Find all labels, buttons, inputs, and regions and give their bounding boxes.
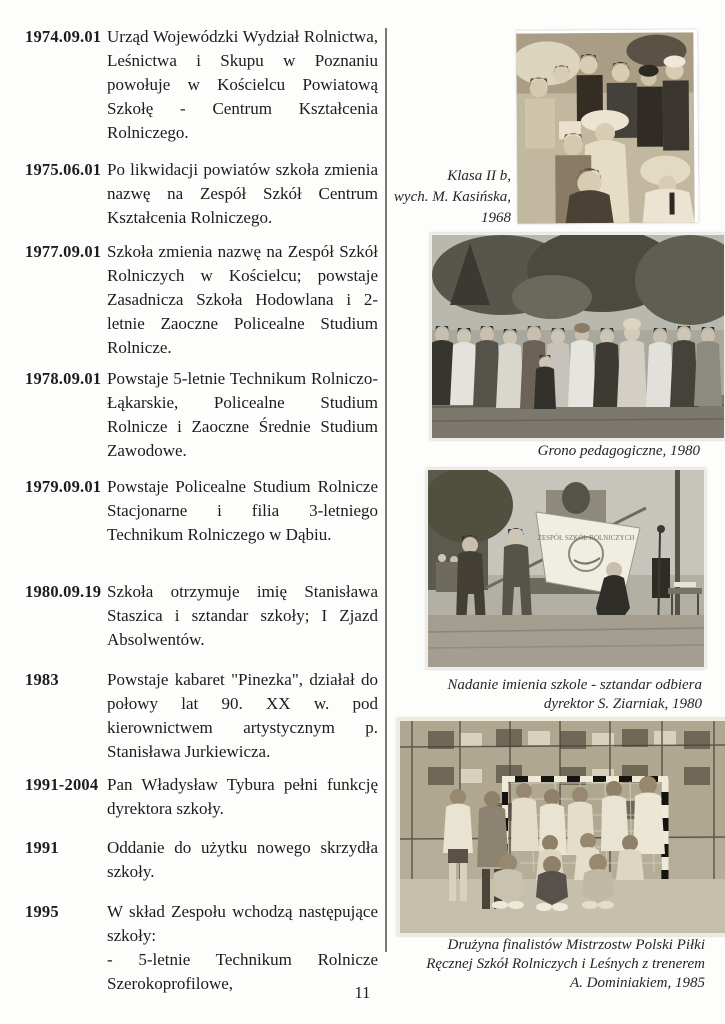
caption-line: Grono pedagogiczne, 1980	[537, 443, 700, 459]
entry-date: 1978.09.01	[25, 369, 102, 388]
timeline-entry-1980	[25, 580, 378, 652]
timeline-entry-1977	[25, 240, 378, 360]
entry-text: Po likwidacji powiatów szkoła zmienia nazwę na Zespół Szkół Centrum Kształcenia Rolniczego.	[107, 160, 378, 227]
timeline-entry-1991	[25, 836, 378, 884]
caption-grono-pedagogiczne	[460, 441, 700, 461]
photo-image	[432, 235, 724, 438]
caption-line: dyrektor S. Ziarniak, 1980	[543, 696, 702, 712]
entry-text: Urząd Wojewódzki Wydział Rolnictwa, Leśnictwa i Skupu w Poznaniu powołuje w Kościelcu Powiatową Szkołę - Centrum Kształcenia Rolniczego.	[107, 27, 378, 142]
entry-text: Pan Władysław Tybura pełni funkcję dyrektora szkoły.	[107, 775, 378, 818]
caption-line: 1968	[481, 210, 511, 226]
entry-text: Powstaje Policealne Studium Rolnicze Stacjonarne i filia 3-letniego Technikum Rolniczego w Dąbiu.	[107, 477, 378, 544]
caption-line: Nadanie imienia szkole - sztandar odbiera	[447, 677, 702, 693]
timeline-entry-1975	[25, 158, 378, 230]
photo-image	[400, 721, 725, 933]
caption-line: wych. M. Kasińska,	[393, 189, 511, 205]
entry-date: 1979.09.01	[25, 477, 102, 496]
timeline-entry-1991-2004	[25, 773, 378, 821]
entry-text: Powstaje 5-letnie Technikum Rolniczo-Łąkarskie, Policealne Studium Rolnicze i Zaoczne Średnie Studium Zawodowe.	[107, 369, 378, 460]
entry-text-line: W skład Zespołu wchodzą następujące szkoły:	[107, 902, 378, 945]
caption-line: Ręcznej Szkół Rolniczych i Leśnych z trenerem	[426, 956, 705, 972]
caption-nadanie-imienia	[390, 676, 702, 714]
photo-druzyna-pilki-recznej-1985	[397, 718, 725, 936]
entry-text: Oddanie do użytku nowego skrzydła szkoły.	[107, 838, 378, 881]
photo-klasa-iib-1968	[516, 29, 698, 223]
photo-image	[428, 470, 704, 667]
photo-nadanie-imienia-1980	[426, 468, 706, 669]
photo-image	[516, 32, 694, 223]
photo-grono-pedagogiczne-1980	[430, 233, 725, 440]
entry-date: 1983	[25, 670, 59, 689]
entry-date: 1974.09.01	[25, 27, 102, 46]
entry-text: Szkoła otrzymuje imię Stanisława Staszica i sztandar szkoły; I Zjazd Absolwentów.	[107, 582, 378, 649]
entry-date: 1980.09.19	[25, 582, 102, 601]
timeline-entry-1979	[25, 475, 378, 547]
entry-text: Szkoła zmienia nazwę na Zespół Szkół Rolniczych w Kościelcu; powstaje Zasadnicza Szkoła Hodowlana i 2-letnie Zaoczne Policealne Studium Rolnicze.	[107, 242, 378, 357]
timeline-entry-1995	[25, 900, 378, 996]
entry-date: 1991	[25, 838, 59, 857]
caption-line: Klasa II b,	[447, 168, 511, 184]
caption-klasa-iib	[380, 166, 511, 229]
entry-date: 1975.06.01	[25, 160, 102, 179]
timeline-entry-1983	[25, 668, 378, 764]
entry-date: 1991-2004	[25, 775, 99, 794]
entry-text-line: - 5-letnie Technikum Rolnicze Szerokoprofilowe,	[107, 950, 378, 993]
timeline-entry-1974	[25, 25, 378, 145]
entry-date: 1995	[25, 902, 59, 921]
timeline-entry-1978	[25, 367, 378, 463]
entry-text	[107, 900, 378, 996]
caption-line: Drużyna finalistów Mistrzostw Polski Piłki	[447, 937, 705, 953]
flag-text: ZESPÓŁ SZKÓŁ ROLNICZYCH	[537, 534, 635, 542]
entry-text: Powstaje kabaret "Pinezka", działał do połowy lat 90. XX w. pod kierownictwem artystycznym p. Stanisława Jurkiewicza.	[107, 670, 378, 761]
page-number: 11	[354, 983, 371, 1002]
entry-date: 1977.09.01	[25, 242, 102, 261]
caption-line: A. Dominiakiem, 1985	[570, 975, 705, 991]
